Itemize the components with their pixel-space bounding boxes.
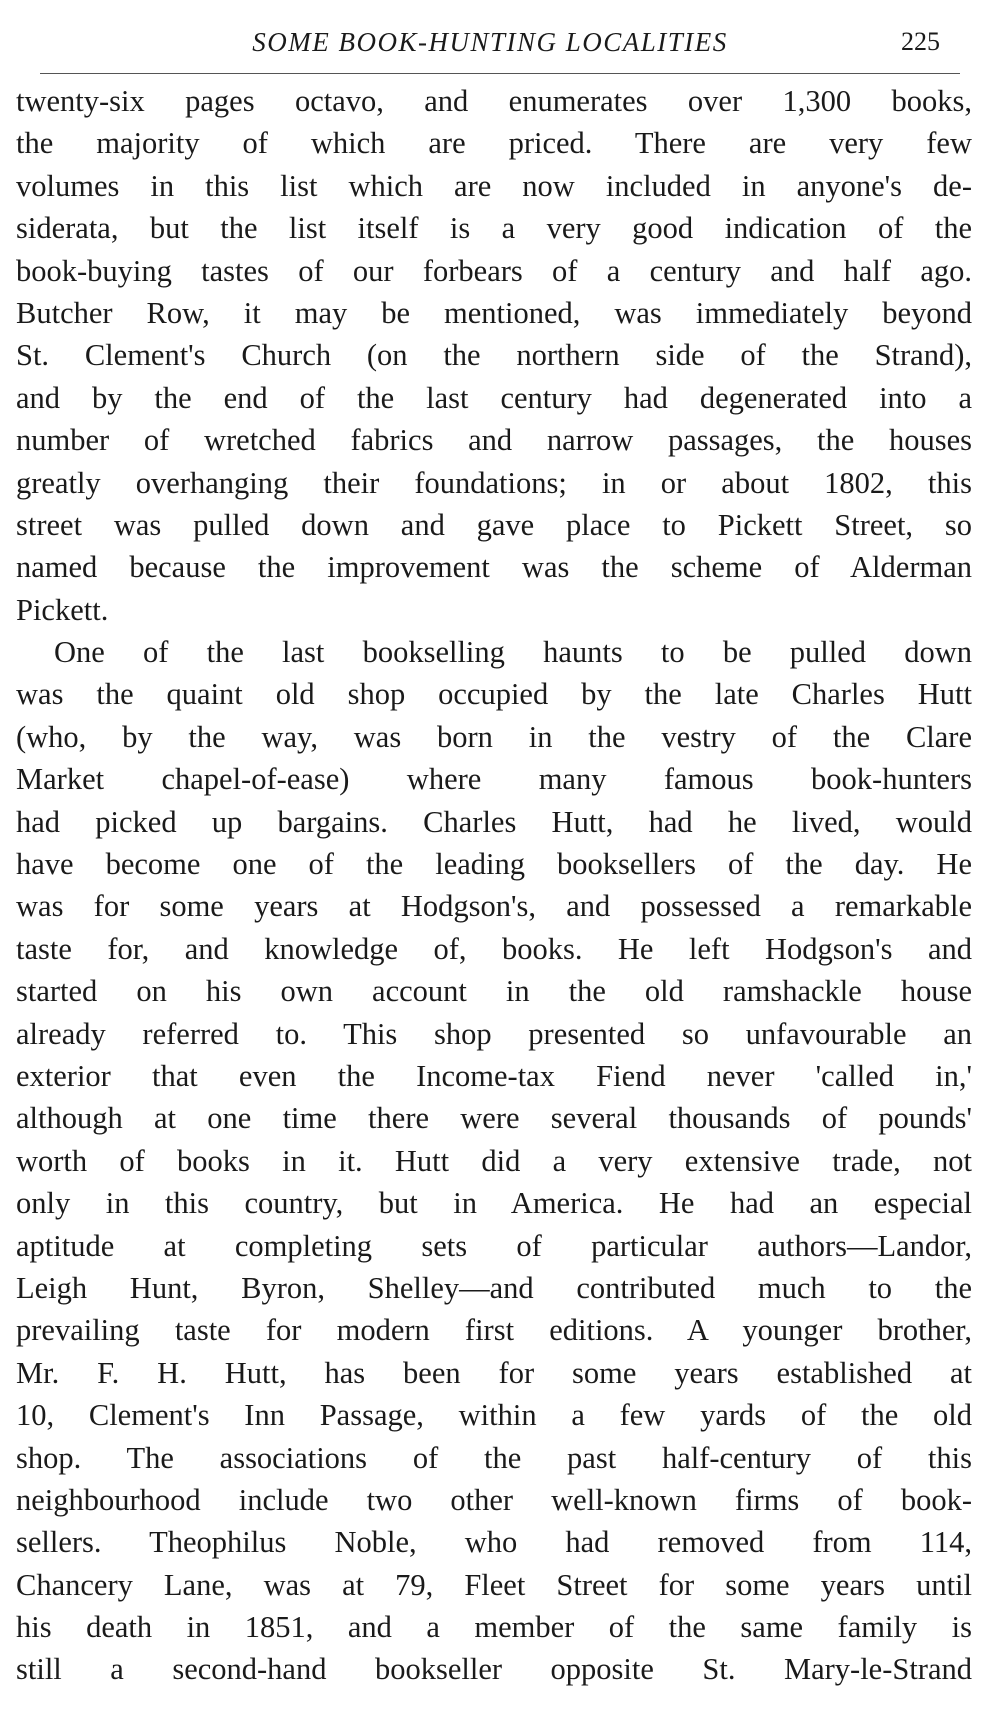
text-line: was for some years at Hodgson's, and possessed a remarkable [16,889,972,924]
text-line: shop. The associations of the past half-century of this [16,1440,972,1475]
text-line: named because the improvement was the scheme of Alderman [16,550,972,585]
running-head [20,24,960,64]
header-rule [40,73,960,74]
text-line: aptitude at completing sets of particular authors—Landor, [16,1228,972,1263]
text-line: Chancery Lane, was at 79, Fleet Street for some years until [16,1567,972,1602]
text-line: Mr. F. H. Hutt, has been for some years established at [16,1355,972,1390]
text-line: sellers. Theophilus Noble, who had removed from 114, [16,1525,972,1560]
text-line: Butcher Row, it may be mentioned, was immediately beyond [16,295,972,330]
text-line: Leigh Hunt, Byron, Shelley—and contributed much to the [16,1270,972,1305]
text-line: prevailing taste for modern first editions. A younger brother, [16,1313,972,1348]
text-line: his death in 1851, and a member of the same family is [16,1610,972,1645]
text-line: already referred to. This shop presented so unfavourable an [16,1016,972,1051]
text-line: 10, Clement's Inn Passage, within a few yards of the old [16,1398,972,1433]
text-line: the majority of which are priced. There are very few [16,126,972,161]
text-line: taste for, and knowledge of, books. He left Hodgson's and [16,931,972,966]
text-line: street was pulled down and gave place to Pickett Street, so [16,507,972,542]
text-line: only in this country, but in America. He had an especial [16,1186,972,1221]
body-text [16,80,972,1691]
text-line: although at one time there were several thousands of pounds' [16,1101,972,1136]
text-line: Pickett. [16,592,109,627]
text-line: and by the end of the last century had degenerated into a [16,380,972,415]
text-line: (who, by the way, was born in the vestry of the Clare [16,719,972,754]
page-number: 225 [901,27,940,56]
text-line: siderata, but the list itself is a very good indication of the [16,211,972,246]
text-line: started on his own account in the old ramshackle house [16,974,972,1009]
text-line: Market chapel-of-ease) where many famous book-hunters [16,762,972,797]
text-line: greatly overhanging their foundations; in or about 1802, this [16,465,972,500]
running-title: SOME BOOK-HUNTING LOCALITIES [252,27,728,57]
text-line: worth of books in it. Hutt did a very extensive trade, not [16,1143,972,1178]
paragraph-first-line: One of the last bookselling haunts to be pulled down [54,635,972,670]
text-line: have become one of the leading booksellers of the day. He [16,847,972,882]
text-line: volumes in this list which are now included in anyone's de- [16,168,972,203]
text-line: still a second-hand bookseller opposite St. Mary-le-Strand [16,1652,972,1687]
text-line: exterior that even the Income-tax Fiend never 'called in,' [16,1058,972,1093]
text-line: number of wretched fabrics and narrow passages, the houses [16,423,972,458]
text-line: book-buying tastes of our forbears of a century and half ago. [16,253,972,288]
text-line: neighbourhood include two other well-known firms of book- [16,1482,972,1517]
text-line: St. Clement's Church (on the northern side of the Strand), [16,338,972,373]
text-line: had picked up bargains. Charles Hutt, had he lived, would [16,804,972,839]
text-line: was the quaint old shop occupied by the late Charles Hutt [16,677,972,712]
text-line: twenty-six pages octavo, and enumerates over 1,300 books, [16,84,972,118]
